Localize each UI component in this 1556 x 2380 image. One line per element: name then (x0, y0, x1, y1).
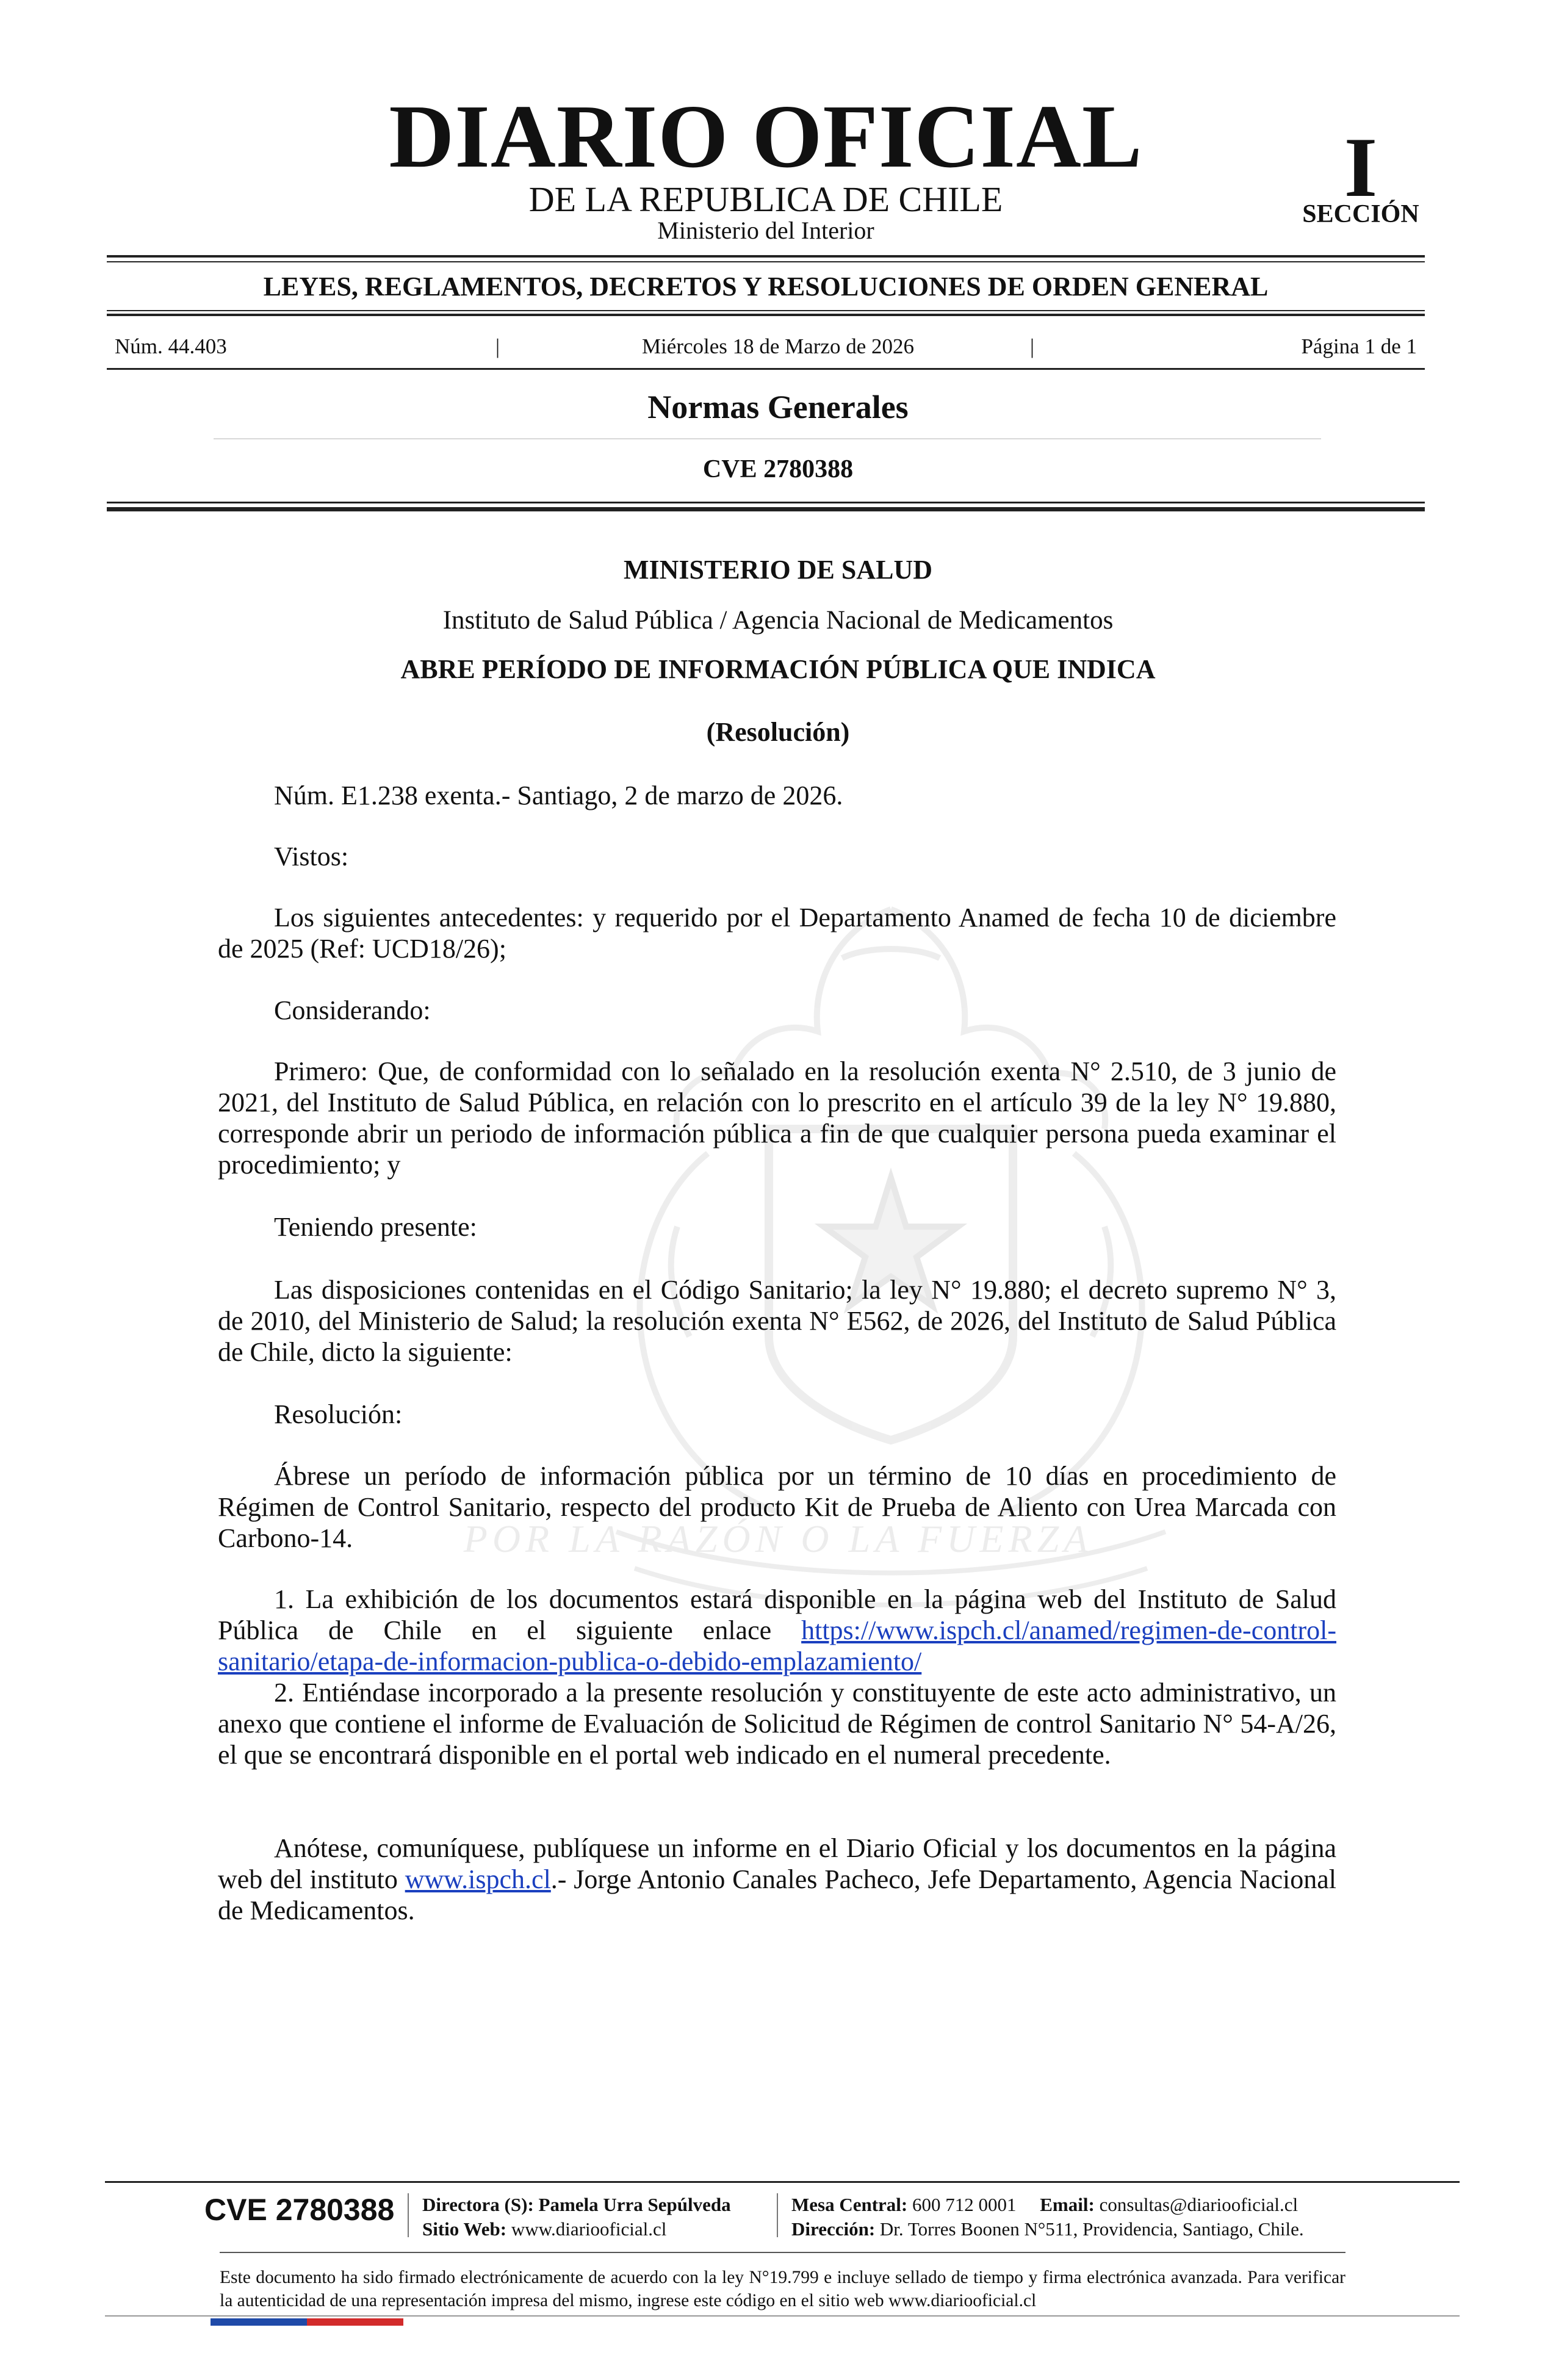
footer-director (422, 2195, 731, 2214)
footer-cve-code: CVE 2780388 (204, 2193, 395, 2227)
considerando-paragraph: Primero: Que, de conformidad con lo señalado en la resolución exenta N° 2.510, de 3 junio de 2021, del Instituto de Salud Pública, en relación con lo prescrito en el artículo 39 de la ley N° 19.880, corresponde abrir un periodo de información pública a fin de que cualquier persona pueda examinar el procedimiento; y (218, 1056, 1336, 1180)
item-1-text: 1. La exhibición de los documentos estará disponible en la página web del Instituto de Salud Pública de Chile en el siguiente enlace (218, 1584, 1336, 1645)
footer-rule (105, 2181, 1460, 2183)
resolucion-label: Resolución: (274, 1399, 403, 1429)
masthead-rule-thin (107, 261, 1425, 262)
footer-contact (791, 2195, 1298, 2214)
meta-rule (107, 368, 1425, 370)
teniendo-presente-label: Teniendo presente: (274, 1212, 477, 1242)
email-label: Email: (1040, 2194, 1095, 2215)
closing-text: Anótese, comuníquese, publíquese un informe en el Diario Oficial y los documentos en la página web del instituto (218, 1833, 1336, 1894)
vistos-paragraph: Los siguientes antecedentes: y requerido por el Departamento Anamed de fecha 10 de diciembre de 2025 (Ref: UCD18/26); (218, 903, 1336, 964)
flag-stripe-red (307, 2318, 403, 2326)
cve-code: CVE 2780388 (702, 455, 854, 483)
masthead-title: DIARIO OFICIAL (389, 87, 1143, 187)
page-indicator: Página 1 de 1 (1301, 334, 1417, 358)
footer-legal-notice: Este documento ha sido firmado electrónicamente de acuerdo con la ley N°19.799 e incluye sellado de tiempo y firma electrónica avanzada. Para verificar la autenticidad de una representación impresa del mismo, ingrese este código en el sitio web www.diariooficial.cl (220, 2268, 1345, 2310)
address-value: Dr. Torres Boonen N°511, Providencia, Santiago, Chile. (879, 2218, 1304, 2240)
phone-label: Mesa Central: (791, 2194, 908, 2215)
footer-website (422, 2220, 666, 2238)
issue-number: Núm. 44.403 (115, 334, 227, 358)
section-numeral: I (1344, 120, 1378, 215)
watermark-motto: POR LA RAZÓN O LA FUERZA (463, 1517, 1093, 1560)
address-label: Dirección: (791, 2218, 876, 2240)
resolution-type: (Resolución) (706, 717, 850, 747)
footer-divider (777, 2193, 778, 2237)
banner-rule-thin (107, 310, 1425, 311)
website-label: Sitio Web: (422, 2218, 507, 2240)
teniendo-presente-paragraph: Las disposiciones contenidas en el Código Sanitario; la ley N° 19.880; el decreto supremo N° 3, de 2010, del Ministerio de Salud; la resolución exenta N° E562, de 2026, del Instituto de Salud Pública de Chile, dicto la siguiente: (218, 1275, 1336, 1367)
closing-paragraph (218, 1833, 1336, 1926)
director-value: Pamela Urra Sepúlveda (538, 2194, 731, 2215)
header-rule-thick (107, 507, 1425, 511)
resolution-number: Núm. E1.238 exenta.- Santiago, 2 de marzo de 2026. (274, 781, 843, 810)
issue-date: Miércoles 18 de Marzo de 2026 (641, 334, 915, 358)
resolution-title: ABRE PERÍODO DE INFORMACIÓN PÚBLICA QUE INDICA (400, 654, 1156, 684)
banner-title: LEYES, REGLAMENTOS, DECRETOS Y RESOLUCIONES DE ORDEN GENERAL (263, 272, 1269, 301)
website-value[interactable]: www.diariooficial.cl (511, 2218, 667, 2240)
section-title-rule (214, 438, 1321, 439)
closing-signature: .- Jorge Antonio Canales Pacheco, Jefe Departamento, Agencia Nacional de Medicamentos. (218, 1864, 1336, 1925)
footer-bottom-rule (105, 2315, 1460, 2317)
resolucion-paragraph: Ábrese un período de información pública por un término de 10 días en procedimiento de Régimen de Control Sanitario, respecto del producto Kit de Prueba de Aliento con Urea Marcada con Carbono-14. (218, 1461, 1336, 1553)
numbered-item-2: 2. Entiéndase incorporado a la presente resolución y constituyente de este acto administrativo, un anexo que contiene el informe de Evaluación de Solicitud de Régimen de control Sanitario N° 54-A/26, el que se encontrará disponible en el portal web indicado en el numeral precedente. (218, 1678, 1336, 1770)
footer-divider (408, 2193, 409, 2237)
header-rule-thin (107, 502, 1425, 503)
masthead-ministry: Ministerio del Interior (657, 217, 874, 244)
footer-address (791, 2220, 1304, 2238)
ministry-heading: MINISTERIO DE SALUD (623, 555, 933, 585)
considerando-label: Considerando: (274, 995, 431, 1025)
meta-separator: | (1030, 334, 1035, 358)
numbered-item-1 (218, 1584, 1336, 1677)
vistos-label: Vistos: (274, 842, 349, 871)
masthead-subtitle: DE LA REPUBLICA DE CHILE (528, 179, 1003, 219)
section-title: Normas Generales (647, 389, 909, 425)
ispch-home-link[interactable]: www.ispch.cl (405, 1864, 551, 1894)
email-value[interactable]: consultas@diariooficial.cl (1099, 2194, 1298, 2215)
director-label: Directora (S): (422, 2194, 534, 2215)
footer-inner-rule (220, 2252, 1345, 2253)
banner-rule-thick (107, 314, 1425, 316)
phone-value: 600 712 0001 (912, 2194, 1017, 2215)
institute-heading: Instituto de Salud Pública / Agencia Nacional de Medicamentos (442, 606, 1114, 635)
section-label: SECCIÓN (1302, 200, 1419, 228)
meta-separator: | (495, 334, 500, 358)
ispch-regimen-link[interactable]: https://www.ispch.cl/anamed/regimen-de-control-sanitario/etapa-de-informacion-publica-o-debido-emplazamiento/ (218, 1615, 1336, 1676)
flag-stripe-blue (211, 2318, 307, 2326)
masthead-rule-thick (107, 255, 1425, 258)
